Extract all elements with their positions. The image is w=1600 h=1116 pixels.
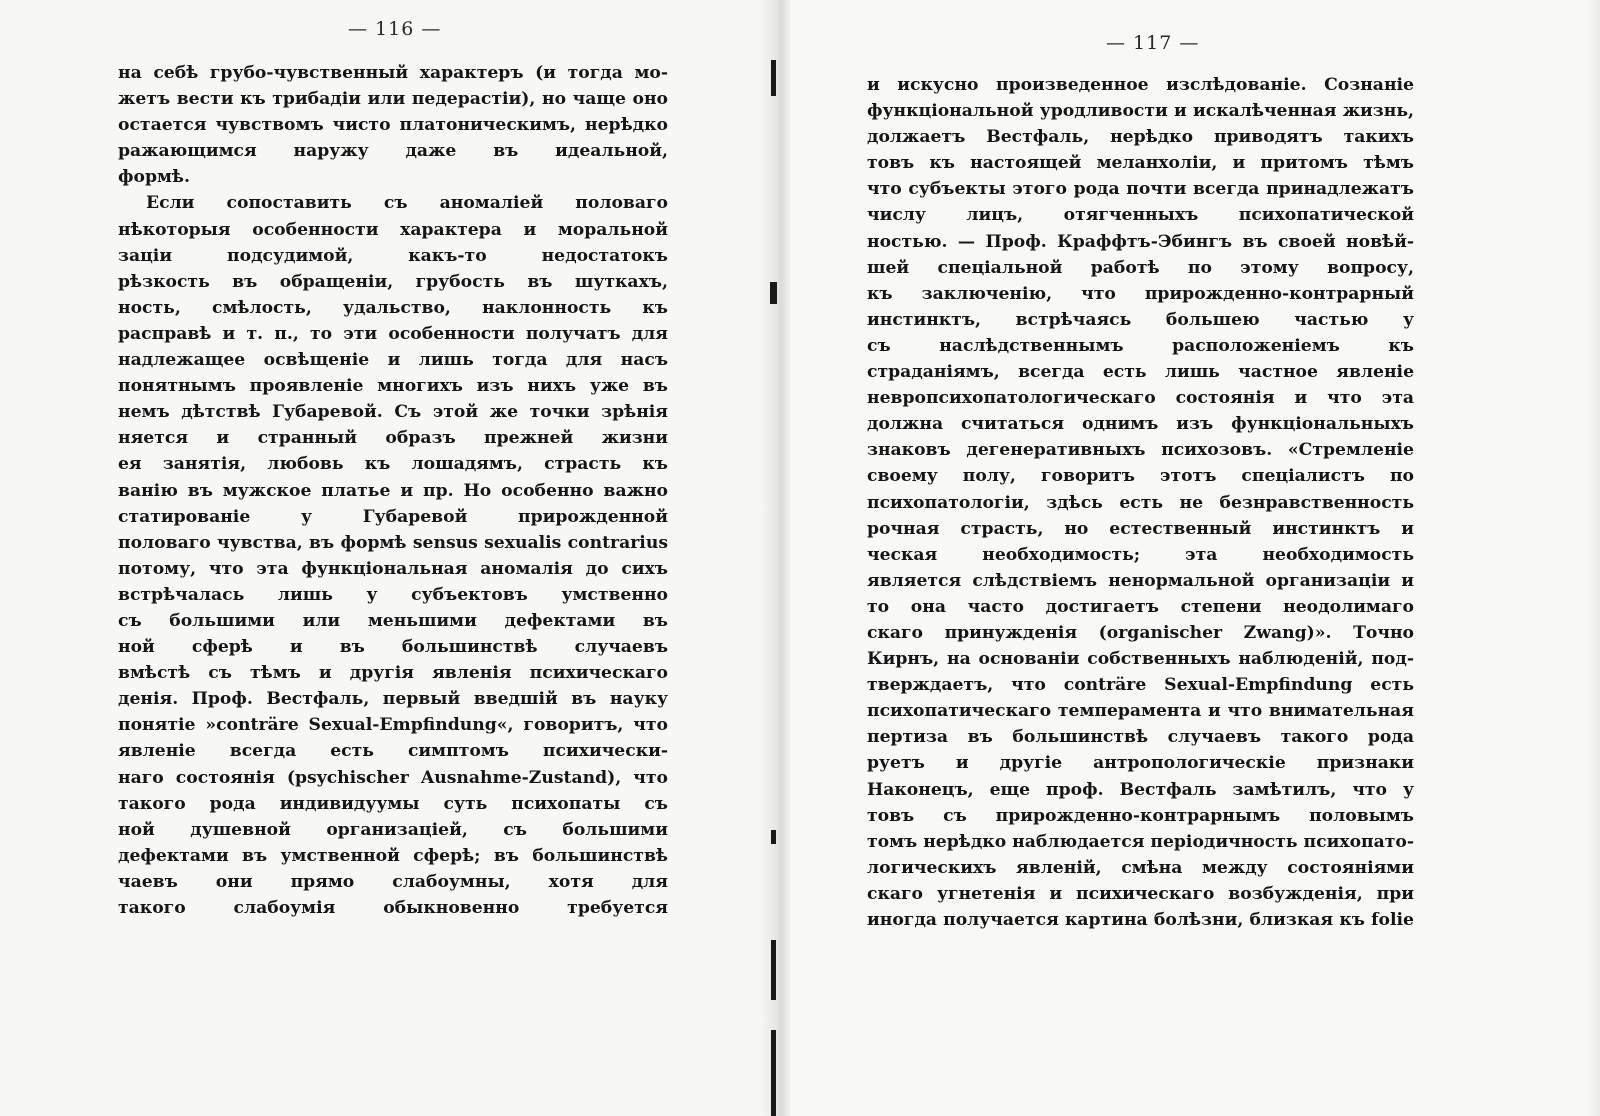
text-line: съ большими или меньшими дефектами въ (118, 610, 668, 631)
text-line: формѣ. (118, 167, 190, 188)
text-line: такого рода индивидуумы суть психопаты съ (118, 793, 668, 814)
text-line: ной душевной организаціей, съ большими (118, 819, 668, 840)
page-edge-shadow (1586, 0, 1600, 1116)
text-line: дефектами въ умственной сферѣ; въ большинствѣ (118, 845, 668, 866)
text-line: вмѣстѣ съ тѣмъ и другія явленія психическаго (118, 663, 668, 684)
text-line: должаетъ Вестфаль, нерѣдко приводятъ такихъ (867, 127, 1414, 148)
text-line: должна считаться однимъ изъ функціональныхъ (867, 414, 1414, 435)
text-line: статированіе у Губаревой прирожденной (118, 506, 668, 527)
text-line: скаго принужденія (organischer Zwang)». Точно (867, 622, 1414, 643)
text-line: инстинктъ, встрѣчаясь большею частью у (867, 309, 1414, 330)
text-line: пертиза въ большинствѣ случаевъ такого рода (867, 727, 1414, 748)
text-line: знаковъ дегенеративныхъ психозовъ. «Стремленіе (867, 440, 1414, 461)
text-line: ванію въ мужское платье и пр. Но особенно важно (118, 480, 668, 501)
text-line: является слѣдствіемъ ненормальной организаціи и (867, 570, 1414, 591)
text-line: ность, смѣлость, удальство, наклонность къ (118, 297, 668, 318)
text-line: шей спеціальной работѣ по этому вопросу, (867, 257, 1414, 278)
text-line: половаго чувства, въ формѣ sensus sexualis contrarius (118, 532, 668, 553)
text-line: ческая необходимость; эта необходимость (867, 544, 1414, 565)
text-line: томъ нерѣдко наблюдается періодичность психопато- (867, 831, 1414, 852)
text-line: къ заключенію, что прирожденно-контрарный (867, 283, 1414, 304)
text-line: Кирнъ, на основаніи собственныхъ наблюденій, под- (867, 649, 1414, 670)
text-line: своему полу, говоритъ этотъ спеціалистъ по (867, 466, 1414, 487)
text-line: денія. Проф. Вестфаль, первый введшій въ науку (118, 689, 668, 710)
text-line: психопатологіи, здѣсь есть не безнравственность (867, 492, 1414, 513)
page-number: — 116 — (348, 18, 442, 40)
text-line: ной сферѣ и въ большинствѣ случаевъ (118, 637, 668, 658)
text-line: тверждаетъ, что conträre Sexual-Empfindung есть (867, 675, 1414, 696)
text-line: встрѣчалась лишь у субъектовъ умственно (118, 584, 668, 605)
text-line: психопатическаго темперамента и что внимательная (867, 701, 1414, 722)
text-line: товъ къ настоящей меланхоліи, и притомъ тѣмъ (867, 153, 1414, 174)
right-page (778, 0, 1600, 1116)
text-line: жетъ вести къ трибадіи или педерастіи), но чаще оно (118, 89, 668, 110)
left-page (0, 0, 778, 1116)
text-line: ражающимся наружу даже въ идеальной, (118, 141, 668, 162)
text-line: что субъекты этого рода почти всегда принадлежатъ (867, 179, 1414, 200)
text-line: иногда получается картина болѣзни, близкая къ folie (867, 910, 1414, 930)
text-line: такого слабоумія обыкновенно требуется (118, 898, 668, 918)
text-line: страданіямъ, всегда есть лишь частное явленіе (867, 362, 1414, 383)
text-line: невропсихопатологическаго состоянія и что эта (867, 388, 1414, 409)
text-line: понятіе »conträre Sexual-Empfindung«, говоритъ, что (118, 715, 668, 736)
text-line: ностью. — Проф. Краффтъ-Эбингъ въ своей новѣй- (867, 231, 1414, 252)
text-line: руетъ и другіе антропологическіе признаки (867, 753, 1414, 774)
text-line: числу лицъ, отягченныхъ психопатической (867, 205, 1414, 226)
text-line: рѣзкость въ обращеніи, грубость въ шуткахъ, (118, 271, 668, 292)
text-line: рочная страсть, но естественный инстинктъ и (867, 518, 1414, 539)
text-line: и искусно произведенное изслѣдованіе. Сознаніе (867, 75, 1414, 95)
text-line: Если сопоставить съ аномаліей половаго (146, 193, 668, 214)
text-line: остается чувствомъ чисто платоническимъ, нерѣдко (118, 115, 668, 136)
page-number: — 117 — (1106, 32, 1200, 54)
text-line: нѣкоторыя особенности характера и моральной (118, 219, 668, 240)
text-line: скаго угнетенія и психическаго возбужденія, при (867, 883, 1414, 904)
text-line: понятнымъ проявленіе многихъ изъ нихъ уже въ (118, 376, 668, 397)
text-line: Наконецъ, еще проф. Вестфаль замѣтилъ, что у (867, 779, 1414, 800)
right-page-text (867, 72, 1414, 933)
text-line: наго состоянія (psychischer Ausnahme-Zustand), что (118, 767, 668, 788)
text-line: заціи подсудимой, какъ-то недостатокъ (118, 245, 668, 266)
text-line: няется и странный образъ прежней жизни (118, 428, 668, 449)
text-line: явленіе всегда есть симптомъ психически- (118, 741, 668, 762)
left-page-text (118, 60, 668, 921)
text-line: расправѣ и т. п., то эти особенности получатъ для (118, 323, 668, 344)
text-line: ея занятія, любовь къ лошадямъ, страсть къ (118, 454, 668, 475)
text-line: немъ дѣтствѣ Губаревой. Съ этой же точки зрѣнія (118, 402, 668, 423)
text-line: то она часто достигаетъ степени неодолимаго (867, 596, 1414, 617)
text-line: функціональной уродливости и искалѣченная жизнь, (867, 101, 1414, 122)
text-line: съ наслѣдственнымъ расположеніемъ къ (867, 335, 1414, 356)
text-line: товъ съ прирожденно-контрарнымъ половымъ (867, 805, 1414, 826)
text-line: потому, что эта функціональная аномалія до сихъ (118, 558, 668, 579)
text-line: надлежащее освѣщеніе и лишь тогда для насъ (118, 350, 668, 371)
text-line: чаевъ они прямо слабоумны, хотя для (118, 871, 668, 892)
text-line: логическихъ явленій, смѣна между состояніями (867, 857, 1414, 878)
text-line: на себѣ грубо-чувственный характеръ (и тогда мо- (118, 63, 668, 83)
